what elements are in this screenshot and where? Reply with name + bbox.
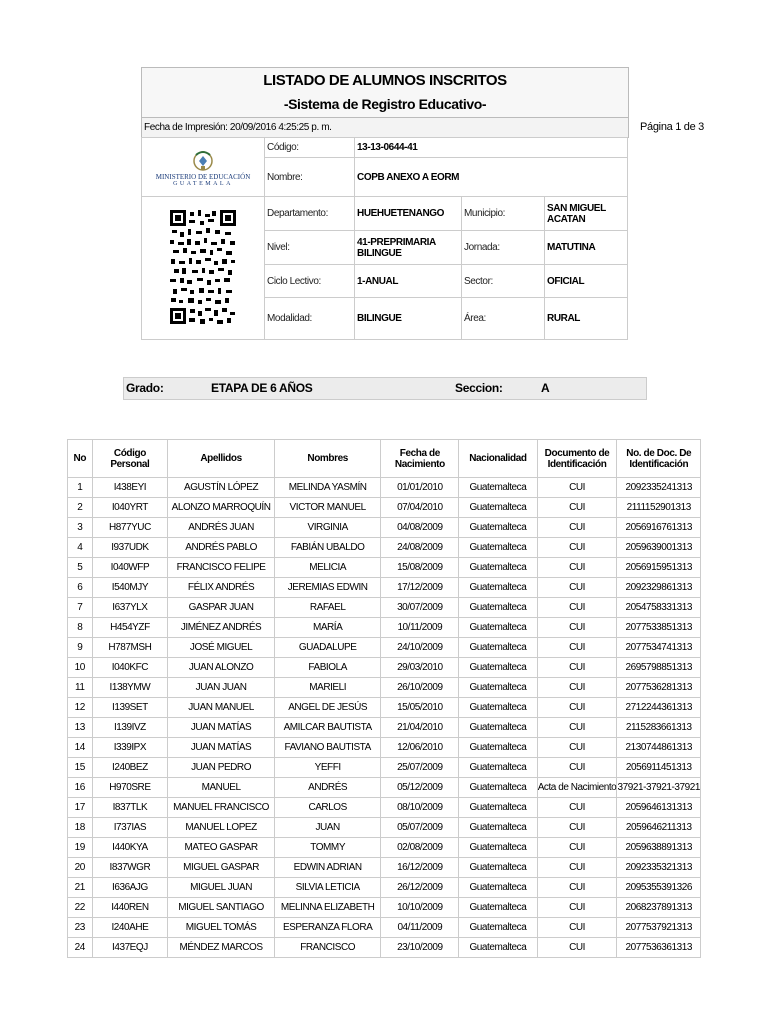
table-cell: 18	[68, 818, 93, 838]
table-cell: MELICIA	[274, 558, 380, 578]
ciclo-label: Ciclo Lectivo:	[265, 265, 355, 298]
area-label: Área:	[462, 298, 545, 340]
table-cell: CUI	[537, 598, 617, 618]
table-cell: I636AJG	[92, 878, 168, 898]
table-cell: 2695798851313	[617, 658, 701, 678]
table-cell: SILVIA LETICIA	[274, 878, 380, 898]
table-cell: 2712244361313	[617, 698, 701, 718]
table-cell: MELINDA YASMÍN	[274, 478, 380, 498]
table-cell: 2077534741313	[617, 638, 701, 658]
table-cell: CUI	[537, 698, 617, 718]
table-cell: ANDRÉS JUAN	[168, 518, 275, 538]
table-row	[68, 698, 701, 718]
table-cell: CARLOS	[274, 798, 380, 818]
table-row	[68, 758, 701, 778]
table-cell: MATEO GASPAR	[168, 838, 275, 858]
table-cell: 2092329861313	[617, 578, 701, 598]
table-cell: H970SRE	[92, 778, 168, 798]
table-cell: 23/10/2009	[381, 938, 459, 958]
municipio-value: SAN MIGUEL ACATAN	[545, 197, 628, 231]
table-cell: 10/10/2009	[381, 898, 459, 918]
table-cell: 25/07/2009	[381, 758, 459, 778]
table-cell: 26/10/2009	[381, 678, 459, 698]
table-cell: I540MJY	[92, 578, 168, 598]
table-cell: Guatemalteca	[459, 738, 537, 758]
ministry-logo	[142, 147, 264, 187]
table-cell: 6	[68, 578, 93, 598]
table-cell: Guatemalteca	[459, 598, 537, 618]
table-cell: 29/03/2010	[381, 658, 459, 678]
table-cell: CUI	[537, 938, 617, 958]
table-cell: 2095355391326	[617, 878, 701, 898]
table-cell: 02/08/2009	[381, 838, 459, 858]
table-row	[68, 538, 701, 558]
table-cell: 01/01/2010	[381, 478, 459, 498]
table-cell: 04/08/2009	[381, 518, 459, 538]
table-cell: Guatemalteca	[459, 858, 537, 878]
table-cell: Guatemalteca	[459, 778, 537, 798]
table-cell: 5	[68, 558, 93, 578]
table-cell: ALONZO MARROQUÍN	[168, 498, 275, 518]
area-value: RURAL	[545, 298, 628, 340]
table-cell: CUI	[537, 518, 617, 538]
grado-bar	[123, 377, 647, 400]
nombre-value: COPB ANEXO A EORM	[355, 158, 628, 197]
table-cell: Guatemalteca	[459, 518, 537, 538]
sector-value: OFICIAL	[545, 265, 628, 298]
table-cell: MANUEL LOPEZ	[168, 818, 275, 838]
seccion-value: A	[541, 381, 550, 395]
table-cell: FABIOLA	[274, 658, 380, 678]
table-cell: CUI	[537, 838, 617, 858]
col-header: Documento de Identificación	[537, 440, 617, 478]
table-cell: CUI	[537, 858, 617, 878]
departamento-value: HUEHUETENANGO	[355, 197, 462, 231]
jornada-value: MATUTINA	[545, 231, 628, 265]
modalidad-label: Modalidad:	[265, 298, 355, 340]
table-cell: 2054758331313	[617, 598, 701, 618]
table-cell: 08/10/2009	[381, 798, 459, 818]
table-cell: 4	[68, 538, 93, 558]
students-table	[67, 439, 701, 958]
table-cell: Guatemalteca	[459, 578, 537, 598]
table-cell: 2059638891313	[617, 838, 701, 858]
seccion-label: Seccion:	[455, 381, 503, 395]
table-cell: FRANCISCO	[274, 938, 380, 958]
table-cell: Guatemalteca	[459, 618, 537, 638]
table-cell: 30/07/2009	[381, 598, 459, 618]
table-cell: Guatemalteca	[459, 558, 537, 578]
jornada-label: Jornada:	[462, 231, 545, 265]
table-cell: ANDRÉS	[274, 778, 380, 798]
table-cell: MARIELI	[274, 678, 380, 698]
table-row	[68, 898, 701, 918]
table-row	[68, 598, 701, 618]
table-cell: JUAN PEDRO	[168, 758, 275, 778]
table-cell: 2059646131313	[617, 798, 701, 818]
table-cell: 2056916761313	[617, 518, 701, 538]
table-cell: 1	[68, 478, 93, 498]
table-cell: I040WFP	[92, 558, 168, 578]
table-cell: I440KYA	[92, 838, 168, 858]
table-cell: 2092335321313	[617, 858, 701, 878]
table-cell: 26/12/2009	[381, 878, 459, 898]
table-cell: 13	[68, 718, 93, 738]
table-cell: I339IPX	[92, 738, 168, 758]
table-row	[68, 518, 701, 538]
table-cell: JIMÉNEZ ANDRÉS	[168, 618, 275, 638]
col-header: Código Personal	[92, 440, 168, 478]
table-cell: Guatemalteca	[459, 658, 537, 678]
table-row	[68, 618, 701, 638]
grado-label: Grado:	[126, 381, 164, 395]
table-cell: MARÍA	[274, 618, 380, 638]
table-cell: CUI	[537, 578, 617, 598]
table-cell: Guatemalteca	[459, 938, 537, 958]
nombre-label: Nombre:	[265, 158, 355, 197]
col-header: Apellidos	[168, 440, 275, 478]
table-cell: Guatemalteca	[459, 918, 537, 938]
table-cell: 2111152901313	[617, 498, 701, 518]
table-cell: 37921-37921-37921	[617, 778, 701, 798]
table-cell: GUADALUPE	[274, 638, 380, 658]
table-cell: 2	[68, 498, 93, 518]
table-cell: JUAN ALONZO	[168, 658, 275, 678]
nivel-label: Nivel:	[265, 231, 355, 265]
table-cell: 2077533851313	[617, 618, 701, 638]
table-cell: CUI	[537, 798, 617, 818]
table-cell: VIRGINIA	[274, 518, 380, 538]
print-date: Fecha de Impresión: 20/09/2016 4:25:25 p. m.	[144, 122, 332, 133]
table-cell: 7	[68, 598, 93, 618]
table-cell: 05/12/2009	[381, 778, 459, 798]
table-cell: I437EQJ	[92, 938, 168, 958]
table-row	[68, 678, 701, 698]
table-cell: 2130744861313	[617, 738, 701, 758]
table-cell: CUI	[537, 658, 617, 678]
table-cell: JUAN MATÍAS	[168, 718, 275, 738]
col-header: No. de Doc. De Identificación	[617, 440, 701, 478]
table-cell: 2115283661313	[617, 718, 701, 738]
table-cell: CUI	[537, 478, 617, 498]
table-cell: CUI	[537, 758, 617, 778]
table-cell: CUI	[537, 558, 617, 578]
table-row	[68, 878, 701, 898]
col-header: Fecha de Nacimiento	[381, 440, 459, 478]
table-cell: Guatemalteca	[459, 538, 537, 558]
table-cell: MIGUEL TOMÁS	[168, 918, 275, 938]
table-cell: 2077537921313	[617, 918, 701, 938]
table-cell: 12	[68, 698, 93, 718]
table-cell: 11	[68, 678, 93, 698]
table-cell: 24/08/2009	[381, 538, 459, 558]
table-row	[68, 938, 701, 958]
table-cell: ANDRÉS PABLO	[168, 538, 275, 558]
table-cell: FRANCISCO FELIPE	[168, 558, 275, 578]
students-table-body	[68, 478, 701, 958]
table-cell: EDWIN ADRIAN	[274, 858, 380, 878]
table-cell: I138YMW	[92, 678, 168, 698]
table-cell: I040YRT	[92, 498, 168, 518]
table-cell: JUAN	[274, 818, 380, 838]
table-row	[68, 778, 701, 798]
page-number: Página 1 de 3	[640, 121, 704, 133]
table-cell: CUI	[537, 498, 617, 518]
table-cell: I139IVZ	[92, 718, 168, 738]
table-cell: Guatemalteca	[459, 818, 537, 838]
table-cell: ANGEL DE JESÚS	[274, 698, 380, 718]
table-cell: Guatemalteca	[459, 878, 537, 898]
table-cell: RAFAEL	[274, 598, 380, 618]
modalidad-value: BILINGUE	[355, 298, 462, 340]
sector-label: Sector:	[462, 265, 545, 298]
table-row	[68, 858, 701, 878]
table-cell: CUI	[537, 618, 617, 638]
table-row	[68, 498, 701, 518]
table-row	[68, 558, 701, 578]
table-cell: MIGUEL JUAN	[168, 878, 275, 898]
table-cell: TOMMY	[274, 838, 380, 858]
table-cell: 8	[68, 618, 93, 638]
ministry-name: MINISTERIO DE EDUCACIÓN	[155, 173, 251, 181]
table-cell: CUI	[537, 878, 617, 898]
table-row	[68, 818, 701, 838]
table-row	[68, 738, 701, 758]
table-cell: MIGUEL GASPAR	[168, 858, 275, 878]
qr-code-icon	[170, 210, 236, 324]
table-cell: I440REN	[92, 898, 168, 918]
table-cell: Guatemalteca	[459, 718, 537, 738]
table-cell: Guatemalteca	[459, 798, 537, 818]
table-cell: MELINNA ELIZABETH	[274, 898, 380, 918]
table-cell: 2059639001313	[617, 538, 701, 558]
table-row	[68, 658, 701, 678]
table-cell: 2056911451313	[617, 758, 701, 778]
table-cell: 10/11/2009	[381, 618, 459, 638]
table-cell: CUI	[537, 678, 617, 698]
table-cell: I438EYI	[92, 478, 168, 498]
table-row	[68, 578, 701, 598]
table-cell: 15/05/2010	[381, 698, 459, 718]
grado-value: ETAPA DE 6 AÑOS	[211, 381, 313, 395]
table-cell: 21	[68, 878, 93, 898]
codigo-label: Código:	[265, 138, 355, 158]
table-row	[68, 478, 701, 498]
table-row	[68, 918, 701, 938]
table-cell: CUI	[537, 918, 617, 938]
table-cell: Guatemalteca	[459, 498, 537, 518]
table-cell: FABIÁN UBALDO	[274, 538, 380, 558]
table-cell: JUAN JUAN	[168, 678, 275, 698]
table-cell: GASPAR JUAN	[168, 598, 275, 618]
table-cell: Guatemalteca	[459, 698, 537, 718]
table-cell: 10	[68, 658, 93, 678]
table-cell: 17/12/2009	[381, 578, 459, 598]
table-cell: 24	[68, 938, 93, 958]
report-subtitle: -Sistema de Registro Educativo-	[141, 92, 629, 118]
table-cell: FAVIANO BAUTISTA	[274, 738, 380, 758]
table-cell: 12/06/2010	[381, 738, 459, 758]
table-cell: I837WGR	[92, 858, 168, 878]
table-cell: I937UDK	[92, 538, 168, 558]
table-cell: 22	[68, 898, 93, 918]
table-cell: CUI	[537, 718, 617, 738]
col-header: No	[68, 440, 93, 478]
table-cell: 3	[68, 518, 93, 538]
table-cell: 16	[68, 778, 93, 798]
table-cell: Guatemalteca	[459, 638, 537, 658]
table-cell: CUI	[537, 818, 617, 838]
departamento-label: Departamento:	[265, 197, 355, 231]
table-cell: 04/11/2009	[381, 918, 459, 938]
table-cell: 9	[68, 638, 93, 658]
table-cell: JOSÉ MIGUEL	[168, 638, 275, 658]
table-cell: 20	[68, 858, 93, 878]
table-row	[68, 718, 701, 738]
table-cell: 2092335241313	[617, 478, 701, 498]
table-cell: 21/04/2010	[381, 718, 459, 738]
ciclo-value: 1-ANUAL	[355, 265, 462, 298]
ministry-country: GUATEMALA	[173, 181, 233, 187]
table-cell: Guatemalteca	[459, 898, 537, 918]
table-cell: YEFFI	[274, 758, 380, 778]
table-cell: 24/10/2009	[381, 638, 459, 658]
coat-of-arms-icon	[190, 147, 216, 173]
table-cell: 2056915951313	[617, 558, 701, 578]
table-cell: MIGUEL SANTIAGO	[168, 898, 275, 918]
ministry-logo-cell	[142, 138, 265, 197]
table-cell: 05/07/2009	[381, 818, 459, 838]
table-cell: AMILCAR BAUTISTA	[274, 718, 380, 738]
table-cell: CUI	[537, 538, 617, 558]
table-cell: Guatemalteca	[459, 678, 537, 698]
table-cell: MANUEL	[168, 778, 275, 798]
table-cell: 15/08/2009	[381, 558, 459, 578]
table-cell: I240BEZ	[92, 758, 168, 778]
table-cell: VICTOR MANUEL	[274, 498, 380, 518]
table-cell: Guatemalteca	[459, 838, 537, 858]
school-info-table	[141, 137, 628, 340]
table-cell: JUAN MATÍAS	[168, 738, 275, 758]
table-cell: H877YUC	[92, 518, 168, 538]
table-cell: CUI	[537, 898, 617, 918]
table-cell: 07/04/2010	[381, 498, 459, 518]
col-header: Nombres	[274, 440, 380, 478]
table-row	[68, 638, 701, 658]
table-cell: 19	[68, 838, 93, 858]
table-row	[68, 838, 701, 858]
table-header-row	[68, 440, 701, 478]
table-cell: I737IAS	[92, 818, 168, 838]
table-cell: H787MSH	[92, 638, 168, 658]
table-cell: JEREMIAS EDWIN	[274, 578, 380, 598]
qr-code-cell	[142, 197, 265, 340]
table-cell: MÉNDEZ MARCOS	[168, 938, 275, 958]
table-cell: 2068237891313	[617, 898, 701, 918]
table-cell: I139SET	[92, 698, 168, 718]
table-cell: JUAN MANUEL	[168, 698, 275, 718]
nivel-value: 41-PREPRIMARIA BILINGUE	[355, 231, 462, 265]
table-cell: I240AHE	[92, 918, 168, 938]
table-cell: FÉLIX ANDRÉS	[168, 578, 275, 598]
table-cell: I040KFC	[92, 658, 168, 678]
table-cell: I837TLK	[92, 798, 168, 818]
table-cell: Guatemalteca	[459, 478, 537, 498]
codigo-value: 13-13-0644-41	[355, 138, 628, 158]
col-header: Nacionalidad	[459, 440, 537, 478]
table-cell: 23	[68, 918, 93, 938]
table-cell: 16/12/2009	[381, 858, 459, 878]
table-cell: 15	[68, 758, 93, 778]
table-cell: 2077536281313	[617, 678, 701, 698]
table-cell: 17	[68, 798, 93, 818]
table-cell: Guatemalteca	[459, 758, 537, 778]
table-cell: 2059646211313	[617, 818, 701, 838]
table-cell: I637YLX	[92, 598, 168, 618]
report-title: LISTADO DE ALUMNOS INSCRITOS	[141, 67, 629, 94]
table-cell: H454YZF	[92, 618, 168, 638]
municipio-label: Municipio:	[462, 197, 545, 231]
table-cell: AGUSTÍN LÓPEZ	[168, 478, 275, 498]
print-date-row	[141, 118, 629, 138]
table-cell: CUI	[537, 738, 617, 758]
table-row	[68, 798, 701, 818]
table-cell: MANUEL FRANCISCO	[168, 798, 275, 818]
table-cell: 14	[68, 738, 93, 758]
table-cell: CUI	[537, 638, 617, 658]
table-cell: 2077536361313	[617, 938, 701, 958]
table-cell: ESPERANZA FLORA	[274, 918, 380, 938]
table-cell: Acta de Nacimiento	[537, 778, 617, 798]
